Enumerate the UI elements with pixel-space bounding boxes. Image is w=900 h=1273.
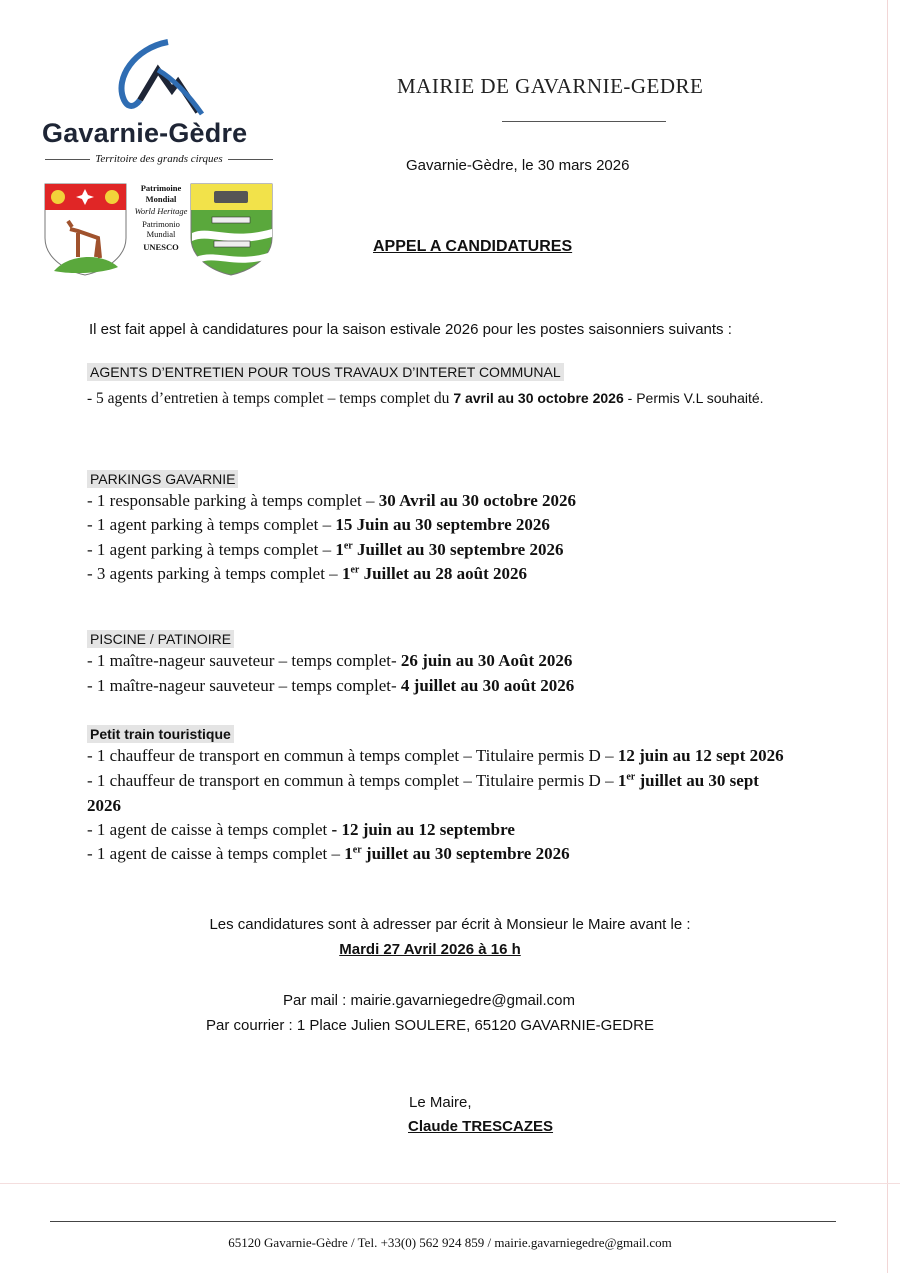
signature-name: Claude TRESCAZES <box>408 1118 554 1135</box>
section-label-piscine: PISCINE / PATINOIRE <box>87 630 234 648</box>
list-item: - 1 agent de caisse à temps complet – 1er juillet au 30 septembre 2026 <box>87 844 570 863</box>
list-item: - 1 agent parking à temps complet – 15 Juin au 30 septembre 2026 <box>87 515 550 534</box>
list-item: - 1 agent parking à temps complet – 1er Juillet au 30 septembre 2026 <box>87 540 564 559</box>
application-deadline: Mardi 27 Avril 2026 à 16 h <box>339 941 521 958</box>
section-label-petit-train: Petit train touristique <box>87 725 234 743</box>
unesco-label: Patrimoine Mondial World Heritage Patrimonio Mundial UNESCO <box>134 183 188 252</box>
footer-contact: 65120 Gavarnie-Gèdre / Tel. +33(0) 562 924 859 / mairie.gavarniegedre@gmail.com <box>228 1235 672 1250</box>
list-item: - 1 chauffeur de transport en commun à temps complet – Titulaire permis D – 1er juillet au 30 sept <box>87 771 759 790</box>
coat-of-arms-crown-icon <box>190 183 273 276</box>
application-instructions: Les candidatures sont à adresser par écrit à Monsieur le Maire avant le : <box>209 916 691 933</box>
list-item-continuation: 2026 <box>87 796 121 815</box>
list-item: - 3 agents parking à temps complet – 1er Juillet au 28 août 2026 <box>87 564 527 583</box>
scan-fold-line <box>0 1183 900 1184</box>
list-item: - 1 agent de caisse à temps complet - 12 juin au 12 septembre <box>87 820 515 839</box>
section-label-parkings: PARKINGS GAVARNIE <box>87 470 238 488</box>
footer-divider <box>50 1221 836 1222</box>
list-item: - 1 maître-nageur sauveteur – temps complet- 4 juillet au 30 août 2026 <box>87 676 575 695</box>
mountain-logo-icon <box>110 38 210 118</box>
document-heading: APPEL A CANDIDATURES <box>373 238 573 255</box>
contact-email: Par mail : mairie.gavarniegedre@gmail.com <box>282 992 575 1009</box>
intro-paragraph: Il est fait appel à candidatures pour la saison estivale 2026 pour les postes saisonniers suivants : <box>89 321 732 338</box>
signature-role: Le Maire, <box>409 1094 472 1111</box>
list-item: - 1 chauffeur de transport en commun à temps complet – Titulaire permis D – 12 juin au 12 sept 2026 <box>87 746 784 765</box>
logo-tagline: Territoire des grands cirques <box>45 153 273 165</box>
logo-brand: Gavarnie-Gèdre <box>42 118 248 148</box>
date-line: Gavarnie-Gèdre, le 30 mars 2026 <box>406 157 630 174</box>
scan-edge-line <box>887 0 888 1273</box>
coat-of-arms-chamois-icon <box>44 183 127 276</box>
section-label-entretien: AGENTS D’ENTRETIEN POUR TOUS TRAVAUX D’INTERET COMMUNAL <box>87 363 564 381</box>
list-item: - 1 responsable parking à temps complet – 30 Avril au 30 octobre 2026 <box>87 491 576 510</box>
list-item: - 1 maître-nageur sauveteur – temps complet- 26 juin au 30 Août 2026 <box>87 651 573 670</box>
mairie-title: MAIRIE DE GAVARNIE-GEDRE <box>397 74 704 98</box>
title-divider <box>502 121 666 122</box>
contact-postal: Par courrier : 1 Place Julien SOULERE, 65120 GAVARNIE-GEDRE <box>206 1017 654 1034</box>
list-item: - 5 agents d’entretien à temps complet – temps complet du 7 avril au 30 octobre 2026 - Permis V.L souhaité. <box>87 390 764 407</box>
